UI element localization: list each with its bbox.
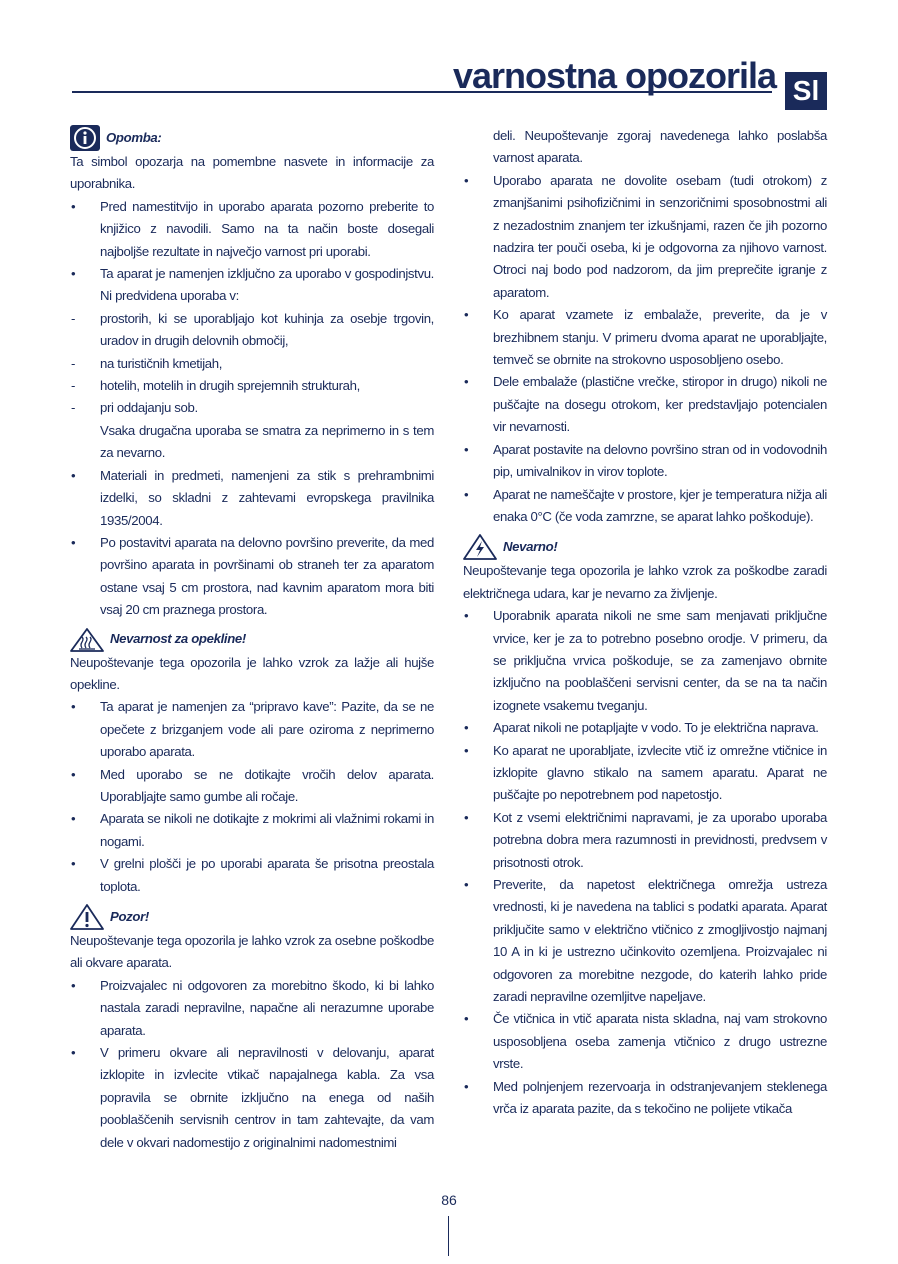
list-item: • Aparat nikoli ne potapljajte v vodo. To je električna naprava.	[463, 717, 827, 739]
intro-bullets	[70, 196, 434, 308]
info-icon	[70, 125, 100, 151]
list-item: • Ta aparat je namenjen izključno za uporabo v gospodinjstvu. Ni predvidena uporaba v:	[70, 263, 434, 308]
list-item: • Aparat postavite na delovno površino stran od in vodovodnih pip, umivalnikov in virov toplote.	[463, 439, 827, 484]
danger-bullets	[463, 605, 827, 1120]
list-item: • Kot z vsemi električnimi napravami, je za uporabo uporaba potrebna dobra mera razumnosti in previdnosti, predvsem v prisotnosti otrok.	[463, 807, 827, 874]
list-item: • Ta aparat je namenjen za “pripravo kave”: Pazite, da se ne opečete z brizganjem vode ali pare oziroma z neprimerno uporabo aparata.	[70, 696, 434, 763]
danger-heading	[463, 534, 827, 560]
continued-text: deli. Neupoštevanje zgoraj navedenega lahko poslabša varnost aparata.	[493, 128, 827, 166]
note-heading	[70, 125, 434, 151]
left-column	[70, 125, 434, 1154]
list-item: • Ko aparat vzamete iz embalaže, preverite, da je v brezhibnem stanju. V primeru dvoma aparat ne uporabljajte, temveč se obrnite na strokovno usposobljeno osebo.	[463, 304, 827, 371]
page-title: varnostna opozorila	[452, 55, 776, 96]
list-item: - pri oddajanju sob.	[70, 397, 434, 419]
list-item: - hotelih, motelih in drugih sprejemnih strukturah,	[70, 375, 434, 397]
caution-text: Neupoštevanje tega opozorila je lahko vzrok za osebne poškodbe ali okvare aparata.	[70, 933, 434, 971]
footer-rule	[448, 1216, 449, 1256]
list-item: • Uporabnik aparata nikoli ne sme sam menjavati priključne vrvice, ker je za to potrebno posebno orodje. V primeru, da se priključna vrvica poškoduje, se za zamenjavo obrnite izključno na pooblaščeni servisni center, da se na ta način izognete vsakemu tveganju.	[463, 605, 827, 717]
burn-heading	[70, 628, 434, 652]
list-item: • Med uporabo se ne dotikajte vročih delov aparata. Uporabljajte samo gumbe ali ročaje.	[70, 764, 434, 809]
usage-exclusions	[70, 308, 434, 420]
list-item: • Aparat ne nameščajte v prostore, kjer je temperatura nižja ali enaka 0°C (če voda zamrzne, se aparat lahko poškoduje).	[463, 484, 827, 529]
note-title: Opomba:	[106, 129, 162, 145]
hot-surface-icon	[70, 628, 104, 652]
list-item: - na turističnih kmetijah,	[70, 353, 434, 375]
burn-title: Nevarnost za opekline!	[110, 631, 246, 647]
list-item: • V grelni plošči je po uporabi aparata še prisotna preostala toplota.	[70, 853, 434, 898]
list-item: • Pred namestitvijo in uporabo aparata pozorno preberite to knjižico z navodili. Samo na ta način boste dosegali najboljše rezultate in največjo varnost pri uporabi.	[70, 196, 434, 263]
usage-note: Vsaka drugačna uporaba se smatra za neprimerno in s tem za nevarno.	[100, 422, 434, 461]
page-number: 86	[441, 1192, 457, 1208]
burn-text: Neupoštevanje tega opozorila je lahko vzrok za lažje ali hujše opekline.	[70, 654, 434, 692]
caution-title: Pozor!	[110, 908, 149, 924]
danger-title: Nevarno!	[503, 539, 558, 555]
danger-text: Neupoštevanje tega opozorila je lahko vzrok za poškodbe zaradi električnega udara, kar je nevarno za življenje.	[463, 563, 827, 601]
list-item: • Dele embalaže (plastične vrečke, stiropor in drugo) nikoli ne puščajte na dosegu otrokom, ker predstavljajo potencialen vir nevarnosti.	[463, 371, 827, 438]
list-item: • Uporabo aparata ne dovolite osebam (tudi otrokom) z zmanjšanimi psihofizičnimi in senzoričnimi sposobnostmi ali z nezadostnim znanjem ter izkušnjami, razen če jih pozorno nadzira ter pouči oseba, ki je odgovorna za njihovo varnost. Otroci naj bodo pod nadzorom, da jim preprečite igranje z aparatom.	[463, 170, 827, 304]
list-item: • Po postavitvi aparata na delovno površino preverite, da med površino aparata in površinami ob straneh ter za aparatom ostane vsaj 5 cm prostora, nad kavnim aparatom mora biti vsaj 20 cm praznega prostora.	[70, 532, 434, 622]
caution-heading	[70, 904, 434, 930]
warning-icon	[70, 904, 104, 930]
usage-bullets	[463, 170, 827, 529]
right-column	[463, 125, 827, 1120]
list-item: • V primeru okvare ali nepravilnosti v delovanju, aparat izklopite in izvlecite vtikač napajalnega kabla. Za vsa popravila se obrnite izključno na enega od naših pooblaščenih servisnih centrov in tam zahtevajte, da vam dele v okvari nadomestijo z originalnimi nadomestnimi	[70, 1042, 434, 1154]
list-item: - prostorih, ki se uporabljajo kot kuhinja za osebje trgovin, uradov in drugih delovnih območij,	[70, 308, 434, 353]
list-item: • Materiali in predmeti, namenjeni za stik s prehrambnimi izdelki, so skladni z zahtevami evropskega pravilnika 1935/2004.	[70, 465, 434, 532]
list-item: • Preverite, da napetost električnega omrežja ustreza vrednosti, ki je navedena na tablici s podatki aparata. Aparat priključite samo v električno vtičnico z zmogljivostjo najmanj 10 A in ki je ustrezno učinkovito ozemljena. Proizvajalec ni odgovoren za morebitne nezgode, do katerih lahko pride zaradi nepravilne ozemljitve napeljave.	[463, 874, 827, 1008]
list-item: • Aparata se nikoli ne dotikajte z mokrimi ali vlažnimi rokami in nogami.	[70, 808, 434, 853]
list-item: • Proizvajalec ni odgovoren za morebitno škodo, ki bi lahko nastala zaradi nepravilne, napačne ali nerazumne uporabe aparata.	[70, 975, 434, 1042]
note-text: Ta simbol opozarja na pomembne nasvete in informacije za uporabnika.	[70, 154, 434, 192]
caution-bullets	[70, 975, 434, 1154]
list-item: • Med polnjenjem rezervoarja in odstranjevanjem steklenega vrča iz aparata pazite, da s tekočino ne polijete vtikača	[463, 1076, 827, 1121]
burn-bullets	[70, 696, 434, 898]
language-badge: Sl	[785, 72, 827, 110]
list-item: • Ko aparat ne uporabljate, izvlecite vtič iz omrežne vtičnice in izklopite glavno stikalo na samem aparatu. Aparat ne puščajte po nepotrebnem pod napetostjo.	[463, 740, 827, 807]
electric-hazard-icon	[463, 534, 497, 560]
material-bullets	[70, 465, 434, 622]
list-item: • Če vtičnica in vtič aparata nista skladna, naj vam strokovno usposobljena oseba zamenja vtičnico z drugo ustrezne vrste.	[463, 1008, 827, 1075]
